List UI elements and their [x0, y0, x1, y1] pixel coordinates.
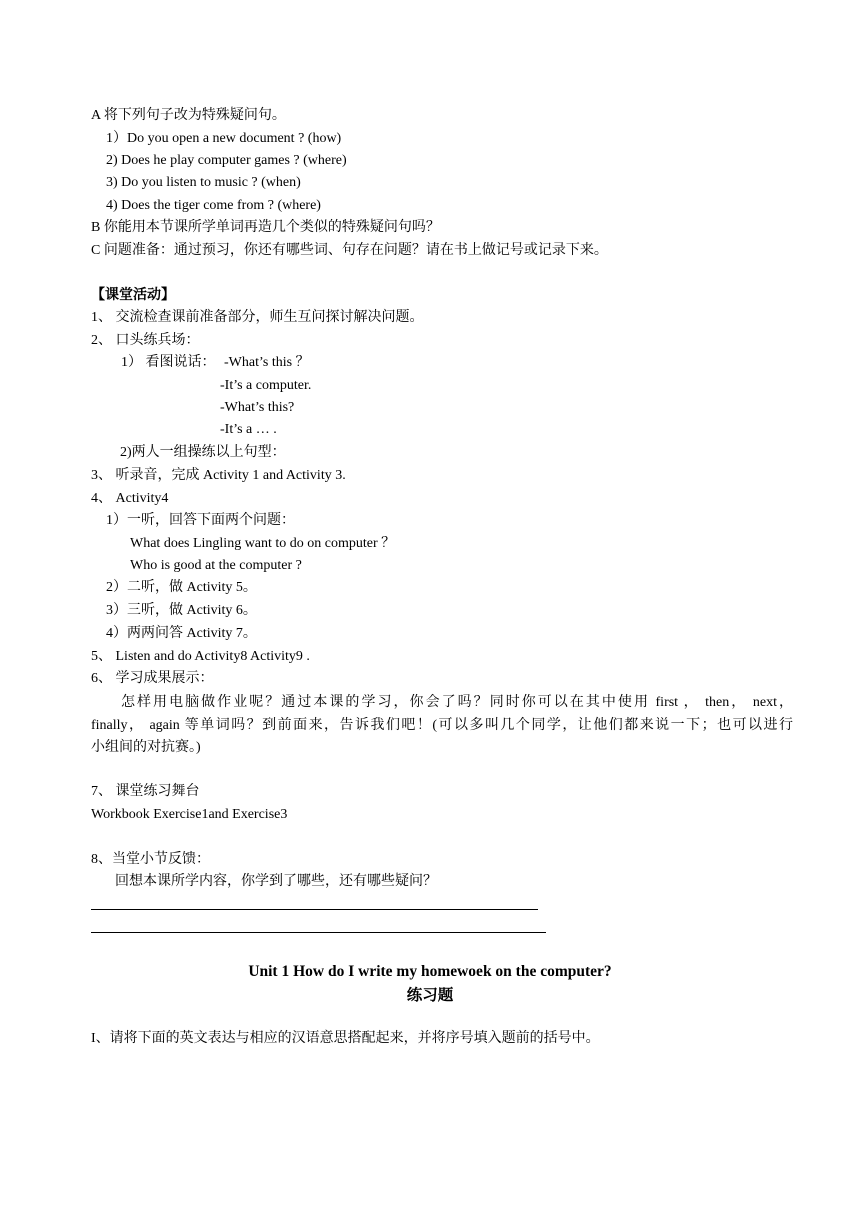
- a-item-1: 1）Do you open a new document ? (how): [106, 131, 342, 146]
- dialogue-line-4: -It’s a … .: [220, 422, 277, 437]
- exercise-part-1: I、请将下面的英文表达与相应的汉语意思搭配起来，并将序号填入题前的括号中。: [91, 1031, 600, 1046]
- dialogue-line-3: -What’s this?: [220, 400, 295, 415]
- activity-item-1: 1、 交流检查课前准备部分，师生互问探讨解决问题。: [91, 310, 424, 325]
- activity-item-5: 5、 Listen and do Activity8 Activity9 .: [91, 649, 310, 664]
- b-line: B 你能用本节课所学单词再造几个类似的特殊疑问句吗？: [91, 220, 440, 235]
- activity-item-4-sub1: 1）一听，回答下面两个问题：: [106, 513, 295, 528]
- paragraph-line-3: 小组间的对抗赛。): [91, 740, 201, 755]
- activity-item-2: 2、 口头练兵场：: [91, 333, 200, 348]
- activity-item-8-detail: 回想本课所学内容，你学到了哪些，还有哪些疑问？: [115, 874, 437, 889]
- activity-item-4-sub3: 3）三听，做 Activity 6。: [106, 603, 257, 618]
- activity-item-8: 8、当堂小节反馈：: [91, 852, 210, 867]
- activity-item-4: 4、 Activity4: [91, 491, 169, 506]
- exercise-subtitle: 练习题: [406, 987, 454, 1004]
- dialogue-line-1: -What’s this ？: [224, 355, 310, 370]
- c-line: C 问题准备：通过预习，你还有哪些词、句存在问题？请在书上做记号或记录下来。: [91, 243, 608, 258]
- activity-item-4-sub2: 2）二听，做 Activity 5。: [106, 580, 257, 595]
- answer-line-1: [91, 909, 538, 910]
- activity-item-2-sub1-label: 1） 看图说话：: [121, 355, 216, 370]
- a-heading: A 将下列句子改为特殊疑问句。: [91, 108, 286, 123]
- a-item-2: 2) Does he play computer games ? (where): [106, 153, 347, 168]
- activity-item-2-sub2: 2)两人一组操练以上句型：: [120, 445, 286, 460]
- a-item-4: 4) Does the tiger come from ? (where): [106, 198, 321, 213]
- activity-item-6-paragraph: [91, 692, 793, 760]
- activity-item-3: 3、 听录音，完成 Activity 1 and Activity 3.: [91, 468, 346, 483]
- activity-item-7: 7、 课堂练习舞台: [91, 784, 200, 799]
- exercise-title: Unit 1 How do I write my homewoek on the computer?: [248, 963, 612, 980]
- class-activity-heading: 【课堂活动】: [91, 288, 175, 303]
- a-item-3: 3) Do you listen to music ? (when): [106, 175, 301, 190]
- answer-line-2: [91, 932, 546, 933]
- paragraph-line-2: finally， again 等单词吗？到前面来，告诉我们吧！(可以多叫几个同学，让他们都来说一下；也可以进行: [91, 717, 793, 733]
- activity-item-4-question-2: Who is good at the computer ?: [130, 558, 302, 573]
- paragraph-line-1: 怎样用电脑做作业呢？通过本课的学习，你会了吗？同时你可以在其中使用 first ， then， next，: [121, 695, 793, 710]
- activity-item-4-sub4: 4）两两问答 Activity 7。: [106, 626, 257, 641]
- activity-item-6: 6、 学习成果展示：: [91, 671, 214, 686]
- activity-item-7-detail: Workbook Exercise1and Exercise3: [91, 807, 288, 822]
- activity-item-4-question-1: What does Lingling want to do on computer ？: [130, 536, 396, 551]
- dialogue-line-2: -It’s a computer.: [220, 378, 312, 393]
